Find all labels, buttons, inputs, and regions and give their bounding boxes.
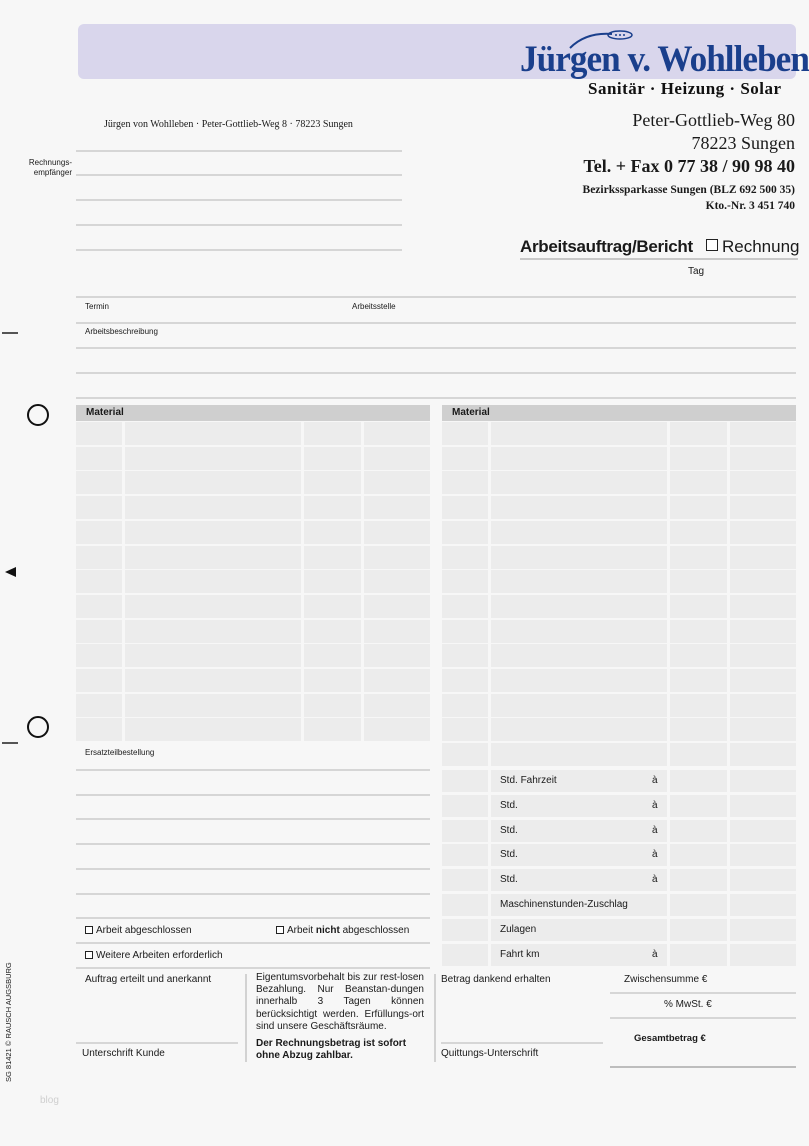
table-cell[interactable]	[364, 669, 430, 692]
table-cell[interactable]	[442, 694, 488, 717]
checkbox-abgeschlossen[interactable]	[85, 925, 192, 936]
ersatzteil-line[interactable]	[76, 893, 430, 895]
table-cell[interactable]	[304, 644, 361, 667]
table-cell[interactable]	[76, 422, 122, 445]
table-cell[interactable]	[491, 496, 667, 519]
table-cell[interactable]	[125, 471, 301, 494]
table-cell[interactable]	[364, 595, 430, 618]
printer-imprint: SG 81421 © RAUSCH AUGSBURG	[4, 962, 13, 1082]
table-cell[interactable]	[364, 644, 430, 667]
table-cell[interactable]	[670, 894, 727, 916]
table-cell[interactable]	[491, 644, 667, 667]
table-cell[interactable]	[670, 795, 727, 817]
table-cell[interactable]	[442, 669, 488, 692]
zahlbar-text: Der Rechnungsbetrag ist sofort ohne Abzug zahlbar.	[256, 1038, 407, 1061]
table-cell[interactable]	[125, 546, 301, 569]
table-cell[interactable]	[442, 471, 488, 494]
table-cell[interactable]	[76, 471, 122, 494]
table-cell[interactable]	[730, 620, 796, 643]
table-cell[interactable]	[364, 718, 430, 741]
table-cell[interactable]	[670, 546, 727, 569]
table-cell[interactable]	[304, 422, 361, 445]
labor-row-label: Std.	[500, 849, 518, 860]
table-cell[interactable]	[442, 496, 488, 519]
checkbox-nicht-abgeschlossen[interactable]	[276, 925, 409, 936]
table-cell[interactable]	[491, 669, 667, 692]
punch-hole	[27, 404, 49, 426]
table-cell[interactable]	[670, 718, 727, 741]
table-cell[interactable]	[491, 546, 667, 569]
top-rule	[76, 296, 796, 298]
table-cell[interactable]	[730, 521, 796, 544]
table-cell[interactable]	[76, 546, 122, 569]
table-cell[interactable]	[442, 718, 488, 741]
table-cell[interactable]	[76, 521, 122, 544]
material-header-right: Material	[442, 405, 796, 421]
table-cell[interactable]	[491, 620, 667, 643]
checkbox-label: Arbeit abgeschlossen	[96, 925, 192, 936]
table-cell[interactable]	[442, 919, 488, 941]
table-cell[interactable]	[730, 844, 796, 866]
labor-row-rate-sign: à	[652, 825, 658, 836]
labor-row-label: Maschinenstunden-Zuschlag	[500, 899, 628, 910]
center-arrow-icon	[5, 567, 16, 577]
fold-mark	[2, 742, 18, 744]
checkbox-label: Arbeit	[287, 925, 316, 936]
termin-line[interactable]	[76, 322, 796, 324]
table-cell[interactable]	[304, 570, 361, 593]
table-cell[interactable]	[76, 669, 122, 692]
table-cell[interactable]	[76, 595, 122, 618]
table-cell[interactable]	[76, 694, 122, 717]
eigentum-text: Eigentumsvorbehalt bis zur rest-losen Bezahlung. Nur Beanstan-dungen innerhalb 3 Tagen können berücksichtigt werden. Erfüllungs-ort sind unsere Geschäftsräume.	[256, 972, 424, 1032]
table-cell[interactable]	[491, 422, 667, 445]
table-cell[interactable]	[442, 820, 488, 842]
fold-mark	[2, 332, 18, 334]
table-cell[interactable]	[304, 669, 361, 692]
table-cell[interactable]	[730, 869, 796, 891]
tag-label: Tag	[688, 266, 705, 277]
address-city: 78223 Sungen	[691, 133, 795, 153]
table-cell[interactable]	[670, 694, 727, 717]
table-cell[interactable]	[491, 595, 667, 618]
logo-subline: Sanitär · Heizung · Solar	[588, 79, 782, 98]
table-cell[interactable]	[730, 820, 796, 842]
checkbox-label-bold: nicht	[315, 925, 340, 936]
table-cell[interactable]	[76, 447, 122, 470]
table-cell[interactable]	[730, 422, 796, 445]
description-line[interactable]	[76, 397, 796, 399]
table-cell[interactable]	[442, 844, 488, 866]
table-cell[interactable]	[125, 644, 301, 667]
description-line[interactable]	[76, 372, 796, 374]
table-cell[interactable]	[76, 644, 122, 667]
address-street: Peter-Gottlieb-Weg 80	[632, 110, 795, 130]
table-cell[interactable]	[670, 743, 727, 766]
rechnung-checkbox[interactable]	[706, 239, 718, 251]
table-cell[interactable]	[491, 471, 667, 494]
table-cell[interactable]	[730, 546, 796, 569]
table-cell[interactable]	[304, 694, 361, 717]
table-cell[interactable]	[670, 770, 727, 792]
table-cell[interactable]	[491, 743, 667, 766]
labor-row-label: Std.	[500, 874, 518, 885]
table-cell[interactable]	[730, 496, 796, 519]
table-cell[interactable]	[442, 546, 488, 569]
table-cell[interactable]	[364, 447, 430, 470]
material-header-left: Material	[76, 405, 430, 421]
table-cell[interactable]	[125, 447, 301, 470]
table-cell[interactable]	[670, 820, 727, 842]
address-bank: Bezirkssparkasse Sungen (BLZ 692 500 35)	[582, 184, 795, 196]
table-cell[interactable]	[76, 718, 122, 741]
table-cell[interactable]	[491, 570, 667, 593]
table-cell[interactable]	[364, 521, 430, 544]
table-cell[interactable]	[76, 620, 122, 643]
logo-name: Jürgen v. Wohlleben	[520, 39, 809, 80]
recipient-line[interactable]	[76, 199, 402, 201]
checkbox-box[interactable]	[85, 951, 93, 959]
table-cell[interactable]	[364, 546, 430, 569]
labor-row-rate-sign: à	[652, 849, 658, 860]
table-cell[interactable]	[670, 669, 727, 692]
checkbox-rule	[76, 942, 430, 944]
checkbox-label: abgeschlossen	[339, 925, 410, 936]
rechnung-label: Rechnung	[722, 237, 800, 256]
table-cell[interactable]	[442, 447, 488, 470]
zwischensumme-label: Zwischensumme €	[624, 974, 708, 985]
ersatzteil-line[interactable]	[76, 794, 430, 796]
table-cell[interactable]	[304, 718, 361, 741]
table-cell[interactable]	[730, 595, 796, 618]
recipient-line[interactable]	[76, 174, 402, 176]
table-cell[interactable]	[670, 844, 727, 866]
address-phone: Tel. + Fax 0 77 38 / 90 98 40	[583, 156, 795, 176]
table-cell[interactable]	[670, 521, 727, 544]
labor-row-label: Std.	[500, 825, 518, 836]
gesamt-line[interactable]	[610, 1066, 796, 1068]
mwst-label: % MwSt. €	[664, 999, 712, 1010]
labor-row-rate-sign: à	[652, 800, 658, 811]
labor-row-rate-sign: à	[652, 775, 658, 786]
table-cell[interactable]	[442, 770, 488, 792]
arbeitsbeschreibung-label: Arbeitsbeschreibung	[85, 327, 158, 336]
table-cell[interactable]	[491, 447, 667, 470]
table-cell[interactable]	[125, 521, 301, 544]
table-cell[interactable]	[730, 919, 796, 941]
checkbox-rule	[76, 967, 430, 969]
table-cell[interactable]	[442, 795, 488, 817]
checkbox-box[interactable]	[276, 926, 284, 934]
arbeitsstelle-label: Arbeitsstelle	[352, 302, 396, 311]
table-cell[interactable]	[125, 595, 301, 618]
table-cell[interactable]	[304, 447, 361, 470]
table-cell[interactable]	[442, 521, 488, 544]
table-cell[interactable]	[125, 718, 301, 741]
betrag-label: Betrag dankend erhalten	[441, 974, 551, 985]
table-cell[interactable]	[670, 422, 727, 445]
table-cell[interactable]	[670, 496, 727, 519]
table-cell[interactable]	[670, 644, 727, 667]
description-line[interactable]	[76, 347, 796, 349]
table-cell[interactable]	[364, 471, 430, 494]
table-cell[interactable]	[670, 869, 727, 891]
recipient-line[interactable]	[76, 224, 402, 226]
punch-hole	[27, 716, 49, 738]
table-cell[interactable]	[364, 570, 430, 593]
table-cell[interactable]	[304, 521, 361, 544]
table-cell[interactable]	[76, 496, 122, 519]
address-account: Kto.-Nr. 3 451 740	[705, 200, 795, 212]
checkbox-label: Weitere Arbeiten erforderlich	[96, 950, 223, 961]
table-cell[interactable]	[125, 570, 301, 593]
ersatzteil-line[interactable]	[76, 917, 430, 919]
table-cell[interactable]	[730, 894, 796, 916]
table-cell[interactable]	[670, 944, 727, 966]
table-cell[interactable]	[125, 669, 301, 692]
table-cell[interactable]	[491, 521, 667, 544]
company-logo	[518, 38, 809, 100]
table-cell[interactable]	[304, 595, 361, 618]
table-cell[interactable]	[442, 743, 488, 766]
labor-row-label: Fahrt km	[500, 949, 540, 960]
table-cell[interactable]	[491, 718, 667, 741]
table-cell[interactable]	[125, 496, 301, 519]
table-cell[interactable]	[304, 546, 361, 569]
table-cell[interactable]	[364, 620, 430, 643]
table-cell[interactable]	[730, 471, 796, 494]
table-cell[interactable]	[730, 570, 796, 593]
recipient-label: Rechnungs- empfänger	[28, 158, 72, 177]
table-cell[interactable]	[730, 447, 796, 470]
checkbox-box[interactable]	[85, 926, 93, 934]
gesamtbetrag-label: Gesamtbetrag €	[634, 1033, 706, 1044]
watermark: blog	[40, 1095, 59, 1106]
mwst-line[interactable]	[610, 1017, 796, 1019]
recipient-line[interactable]	[76, 150, 402, 152]
unterschrift-kunde-label: Unterschrift Kunde	[82, 1048, 165, 1059]
recipient-line[interactable]	[76, 249, 402, 251]
table-cell[interactable]	[304, 620, 361, 643]
auftrag-label: Auftrag erteilt und anerkannt	[85, 974, 212, 985]
ersatzteil-line[interactable]	[76, 868, 430, 870]
labor-row-rate-sign: à	[652, 874, 658, 885]
table-cell[interactable]	[442, 644, 488, 667]
table-cell[interactable]	[442, 595, 488, 618]
table-cell[interactable]	[670, 620, 727, 643]
zwischensumme-line[interactable]	[610, 992, 796, 994]
termin-label: Termin	[85, 302, 110, 311]
table-cell[interactable]	[364, 496, 430, 519]
table-cell[interactable]	[442, 869, 488, 891]
ersatzteil-line[interactable]	[76, 843, 430, 845]
footer-divider	[245, 974, 247, 1062]
signature-line-quittung[interactable]	[441, 1042, 603, 1044]
table-cell[interactable]	[125, 620, 301, 643]
table-cell[interactable]	[670, 471, 727, 494]
sender-line: Jürgen von Wohlleben · Peter-Gottlieb-Weg 8 · 78223 Sungen	[104, 119, 353, 130]
ersatzteil-line[interactable]	[76, 818, 430, 820]
table-cell[interactable]	[670, 919, 727, 941]
table-cell[interactable]	[670, 447, 727, 470]
signature-line-kunde[interactable]	[76, 1042, 238, 1044]
table-cell[interactable]	[730, 718, 796, 741]
checkbox-weitere[interactable]	[85, 950, 223, 961]
table-cell[interactable]	[730, 795, 796, 817]
table-cell[interactable]	[125, 694, 301, 717]
table-cell[interactable]	[364, 422, 430, 445]
table-cell[interactable]	[304, 471, 361, 494]
document-title: Arbeitsauftrag/Bericht	[520, 237, 693, 256]
table-cell[interactable]	[442, 570, 488, 593]
quittung-label: Quittungs-Unterschrift	[441, 1048, 539, 1059]
table-cell[interactable]	[442, 944, 488, 966]
footer-divider	[434, 974, 436, 1062]
table-cell[interactable]	[670, 595, 727, 618]
table-cell[interactable]	[730, 944, 796, 966]
table-cell[interactable]	[730, 669, 796, 692]
table-cell[interactable]	[76, 570, 122, 593]
table-cell[interactable]	[491, 694, 667, 717]
table-cell[interactable]	[730, 743, 796, 766]
table-cell[interactable]	[670, 570, 727, 593]
ersatzteil-line[interactable]	[76, 769, 430, 771]
table-cell[interactable]	[364, 694, 430, 717]
labor-row-label: Zulagen	[500, 924, 537, 935]
labor-row-rate-sign: à	[652, 949, 658, 960]
labor-row-label: Std. Fahrzeit	[500, 775, 557, 786]
table-cell[interactable]	[125, 422, 301, 445]
table-cell[interactable]	[442, 422, 488, 445]
title-underline	[520, 258, 798, 260]
ersatzteil-label: Ersatzteilbestellung	[85, 748, 155, 757]
table-cell[interactable]	[442, 894, 488, 916]
labor-row-label: Std.	[500, 800, 518, 811]
table-cell[interactable]	[304, 496, 361, 519]
table-cell[interactable]	[730, 694, 796, 717]
table-cell[interactable]	[730, 644, 796, 667]
table-cell[interactable]	[442, 620, 488, 643]
table-cell[interactable]	[730, 770, 796, 792]
